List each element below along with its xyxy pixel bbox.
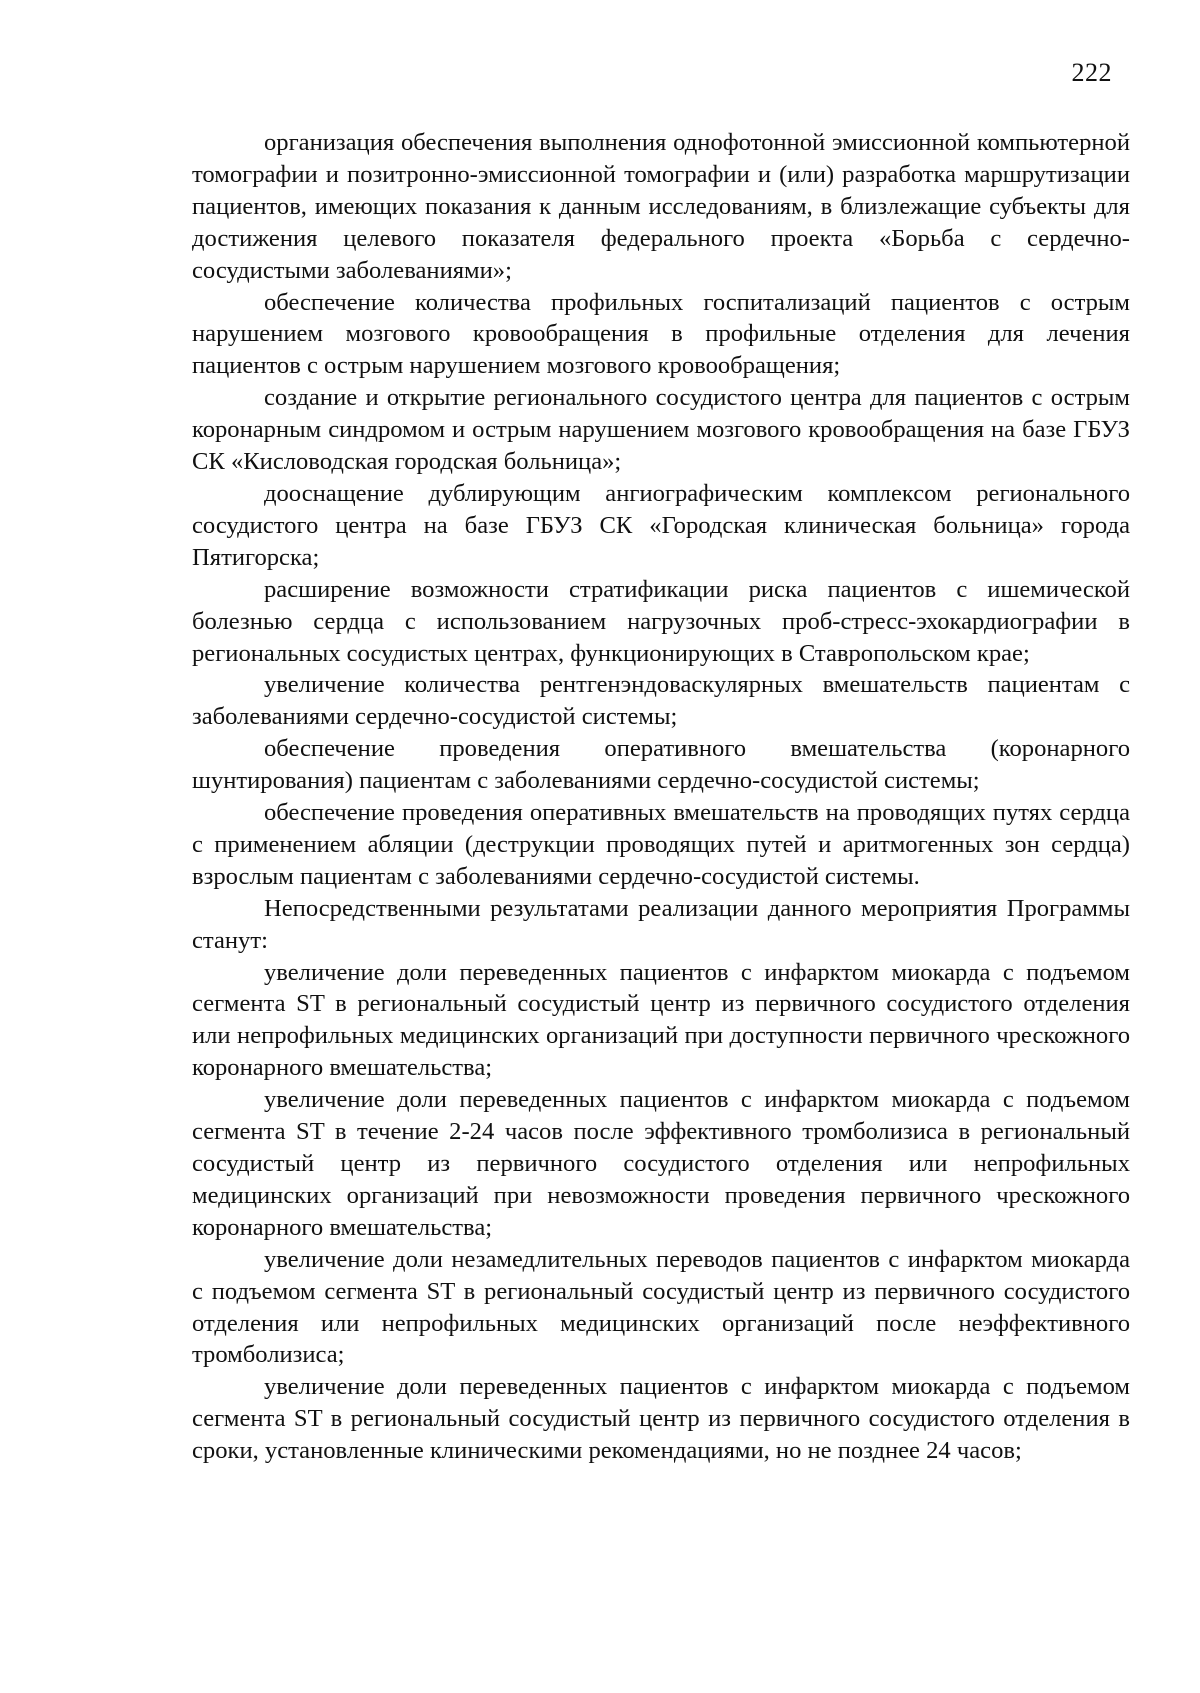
- paragraph-3: создание и открытие регионального сосудистого центра для пациентов с острым коронарным синдромом и острым нарушением мозгового кровообращения на базе ГБУЗ СК «Кисловодская городская больница»;: [192, 384, 1130, 476]
- paragraph-5: расширение возможности стратификации риска пациентов с ишемической болезнью сердца с использованием нагрузочных проб-стресс-эхокардиографии в региональных сосудистых центрах, функционирующих в Ставропольском крае;: [192, 575, 1130, 667]
- paragraph-13: увеличение доли переведенных пациентов с инфарктом миокарда с подъемом сегмента ST в региональный сосудистый центр из первичного сосудистого отделения в сроки, установленные клиническими рекомендациями, но не позднее 24 часов;: [192, 1373, 1130, 1465]
- document-body: [192, 127, 1130, 1467]
- paragraph-6: увеличение количества рентгенэндоваскулярных вмешательств пациентам с заболеваниями сердечно-сосудистой системы;: [192, 671, 1130, 731]
- paragraph-11: увеличение доли переведенных пациентов с инфарктом миокарда с подъемом сегмента ST в течение 2-24 часов после эффективного тромболизиса в региональный сосудистый центр из первичного сосудистого отделения или непрофильных медицинских организаций при невозможности проведения первичного чрескожного коронарного вмешательства;: [192, 1086, 1130, 1241]
- paragraph-8: обеспечение проведения оперативных вмешательств на проводящих путях сердца с применением абляции (деструкции проводящих путей и аритмогенных зон сердца) взрослым пациентам с заболеваниями сердечно-сосудистой системы.: [192, 799, 1130, 890]
- paragraph-2: обеспечение количества профильных госпитализаций пациентов с острым нарушением мозгового кровообращения в профильные отделения для лечения пациентов с острым нарушением мозгового кровообращения;: [192, 288, 1130, 380]
- paragraph-10: увеличение доли переведенных пациентов с инфарктом миокарда с подъемом сегмента ST в региональный сосудистый центр из первичного сосудистого отделения или непрофильных медицинских организаций при доступности первичного чрескожного коронарного вмешательства;: [192, 958, 1130, 1082]
- paragraph-4: дооснащение дублирующим ангиографическим комплексом регионального сосудистого центра на базе ГБУЗ СК «Городская клиническая больница» города Пятигорска;: [192, 479, 1130, 571]
- page-number: 222: [1071, 58, 1112, 87]
- paragraph-7: обеспечение проведения оперативного вмешательства (коронарного шунтирования) пациентам с заболеваниями сердечно-сосудистой системы;: [192, 735, 1130, 795]
- paragraph-12: увеличение доли незамедлительных переводов пациентов с инфарктом миокарда с подъемом сегмента ST в региональный сосудистый центр из первичного сосудистого отделения или непрофильных медицинских организаций после неэффективного тромболизиса;: [192, 1245, 1130, 1369]
- paragraph-1: организация обеспечения выполнения однофотонной эмиссионной компьютерной томографии и позитронно-эмиссионной томографии и (или) разработка маршрутизации пациентов, имеющих показания к данным исследованиям, в близлежащие субъекты для достижения целевого показателя федерального проекта «Борьба с сердечно-сосудистыми заболеваниями»;: [192, 129, 1130, 284]
- paragraph-9: Непосредственными результатами реализации данного мероприятия Программы станут:: [192, 894, 1130, 954]
